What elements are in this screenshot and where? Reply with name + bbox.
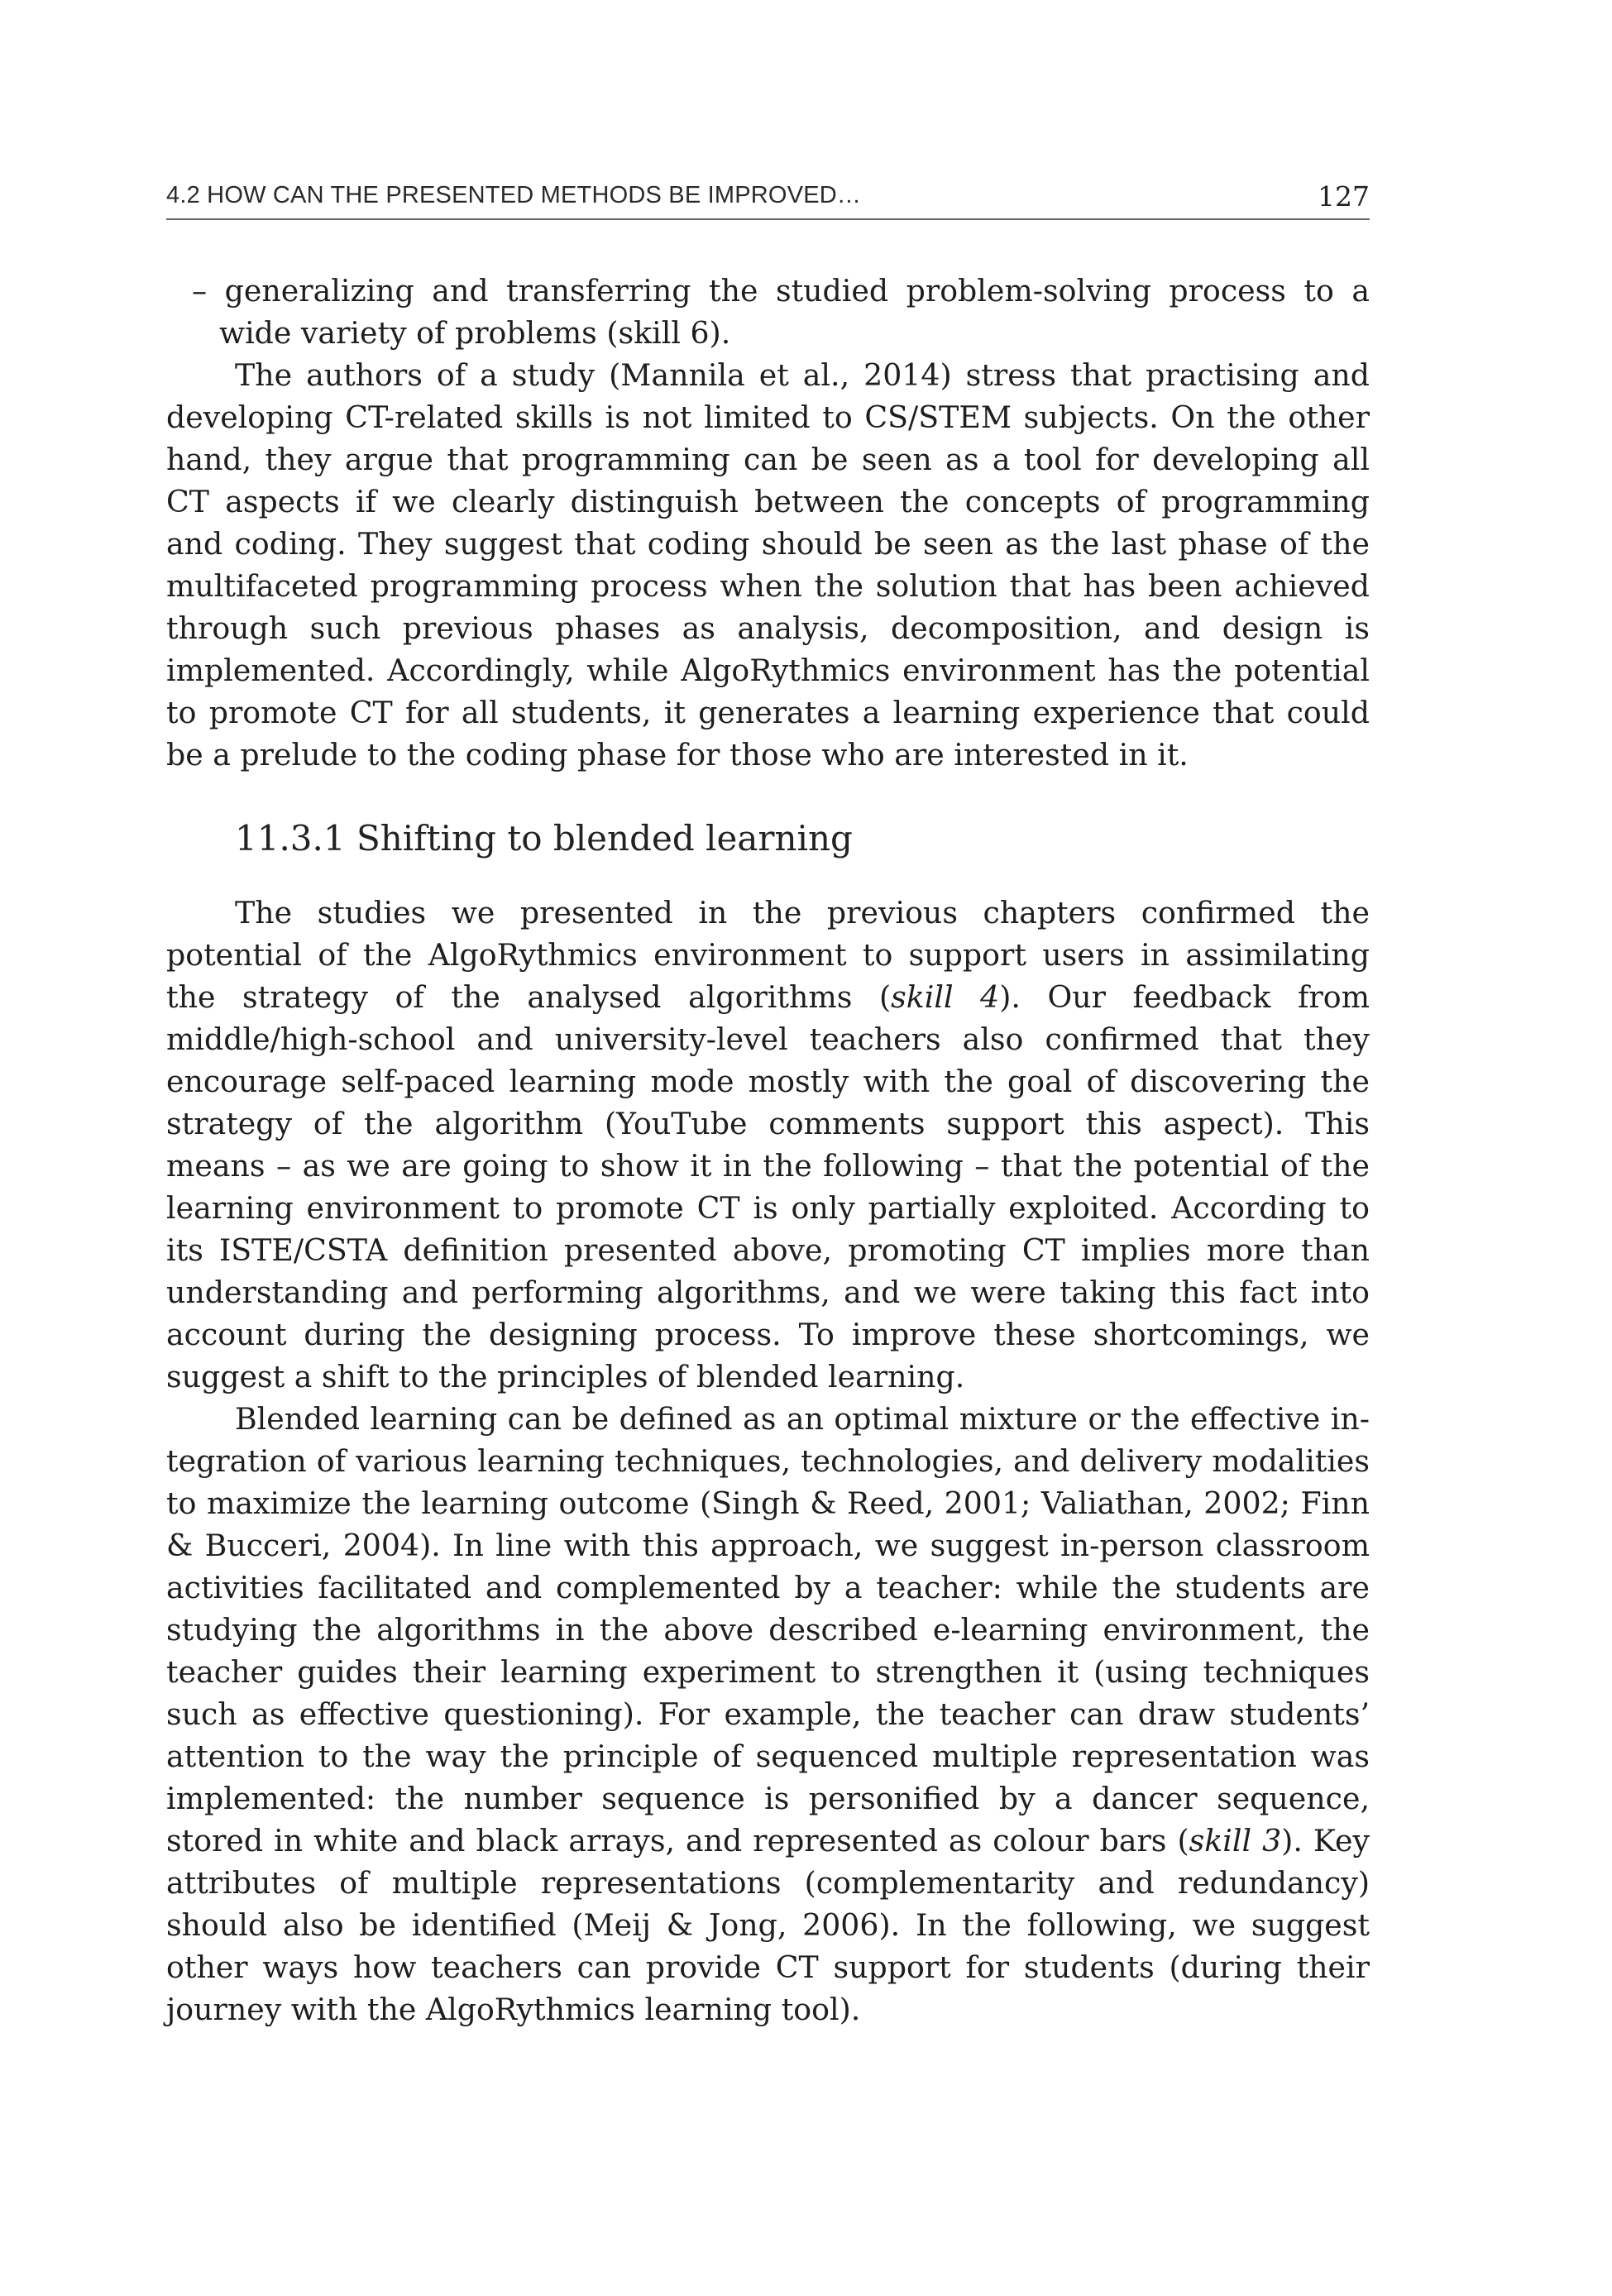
paragraph-text: ). Our feedback from middle/high-school and university-level teachers also confirmed that they encourage self-paced learning mode mostly with the goal of discovering the strategy of the algorithm (YouTube comments support this aspect). This means – as we are going to show it in the following – that the potential of the learning environment to promote CT is only partially exploited. According to its ISTE/CSTA definition presented above, promoting CT implies more than understanding and performing algorithms, and we were taking this fact into account during the designing process. To improve these shortcomings, we suggest a shift to the principles of blended learning. xyxy=(166,979,1370,1394)
paragraph-text: ). Key attributes of multiple representations (complementarity and redundancy) should also be identified (Meij & Jong, 2006). In the following, we suggest other ways how teachers can provide CT support for students (during their journey with the AlgoRythmics learning tool). xyxy=(166,1823,1370,2027)
paragraph-studies xyxy=(166,892,1370,1398)
text-body xyxy=(166,270,1370,2031)
section-heading: 11.3.1 Shifting to blended learning xyxy=(235,818,853,859)
skill-reference: skill 4 xyxy=(891,979,1000,1015)
running-title: 4.2 HOW CAN THE PRESENTED METHODS BE IMPROVED… xyxy=(166,182,862,208)
bullet-item: – generalizing and transferring the studied problem-solving process to a wide variety of problems (skill 6). xyxy=(192,273,1370,351)
running-header xyxy=(166,175,1370,220)
paragraph-blended-learning xyxy=(166,1398,1370,2031)
paragraph-text: Blended learning can be defined as an optimal mixture or the effective integration of various learning techniques, technologies, and delivery modalities to maximize the learning outcome (Singh & Reed, 2001; Valiathan, 2002; Finn & Bucceri, 2004). In line with this approach, we suggest in-person classroom activities facilitated and complemented by a teacher: while the students are studying the algorithms in the above described e-learning environment, the teacher guides their learning experiment to strengthen it (using techniques such as effective questioning). For example, the teacher can draw students’ attention to the way the principle of sequenced multiple representation was implemented: the number sequence is personified by a dancer sequence, stored in white and black arrays, and represented as colour bars ( xyxy=(166,1401,1370,1858)
paragraph-mannila: The authors of a study (Mannila et al., 2014) stress that practising and developing CT-related skills is not limited to CS/STEM subjects. On the other hand, they argue that programming can be seen as a tool for developing all CT aspects if we clearly distinguish between the concepts of programming and coding. They suggest that coding should be seen as the last phase of the multifaceted programming process when the solution that has been achieved through such previous phases as analysis, decomposition, and design is implemented. Accordingly, while AlgoRythmics environment has the potential to promote CT for all students, it generates a learning experience that could be a prelude to the coding phase for those who are interested in it. xyxy=(166,357,1370,773)
page-number: 127 xyxy=(1318,180,1370,213)
skill-reference: skill 3 xyxy=(1189,1823,1282,1858)
paragraph-text: The studies we presented in the previous chapters confirmed the potential of the AlgoRythmics environment to support users in assimilating the strategy of the analysed algorithms ( xyxy=(166,895,1370,1015)
